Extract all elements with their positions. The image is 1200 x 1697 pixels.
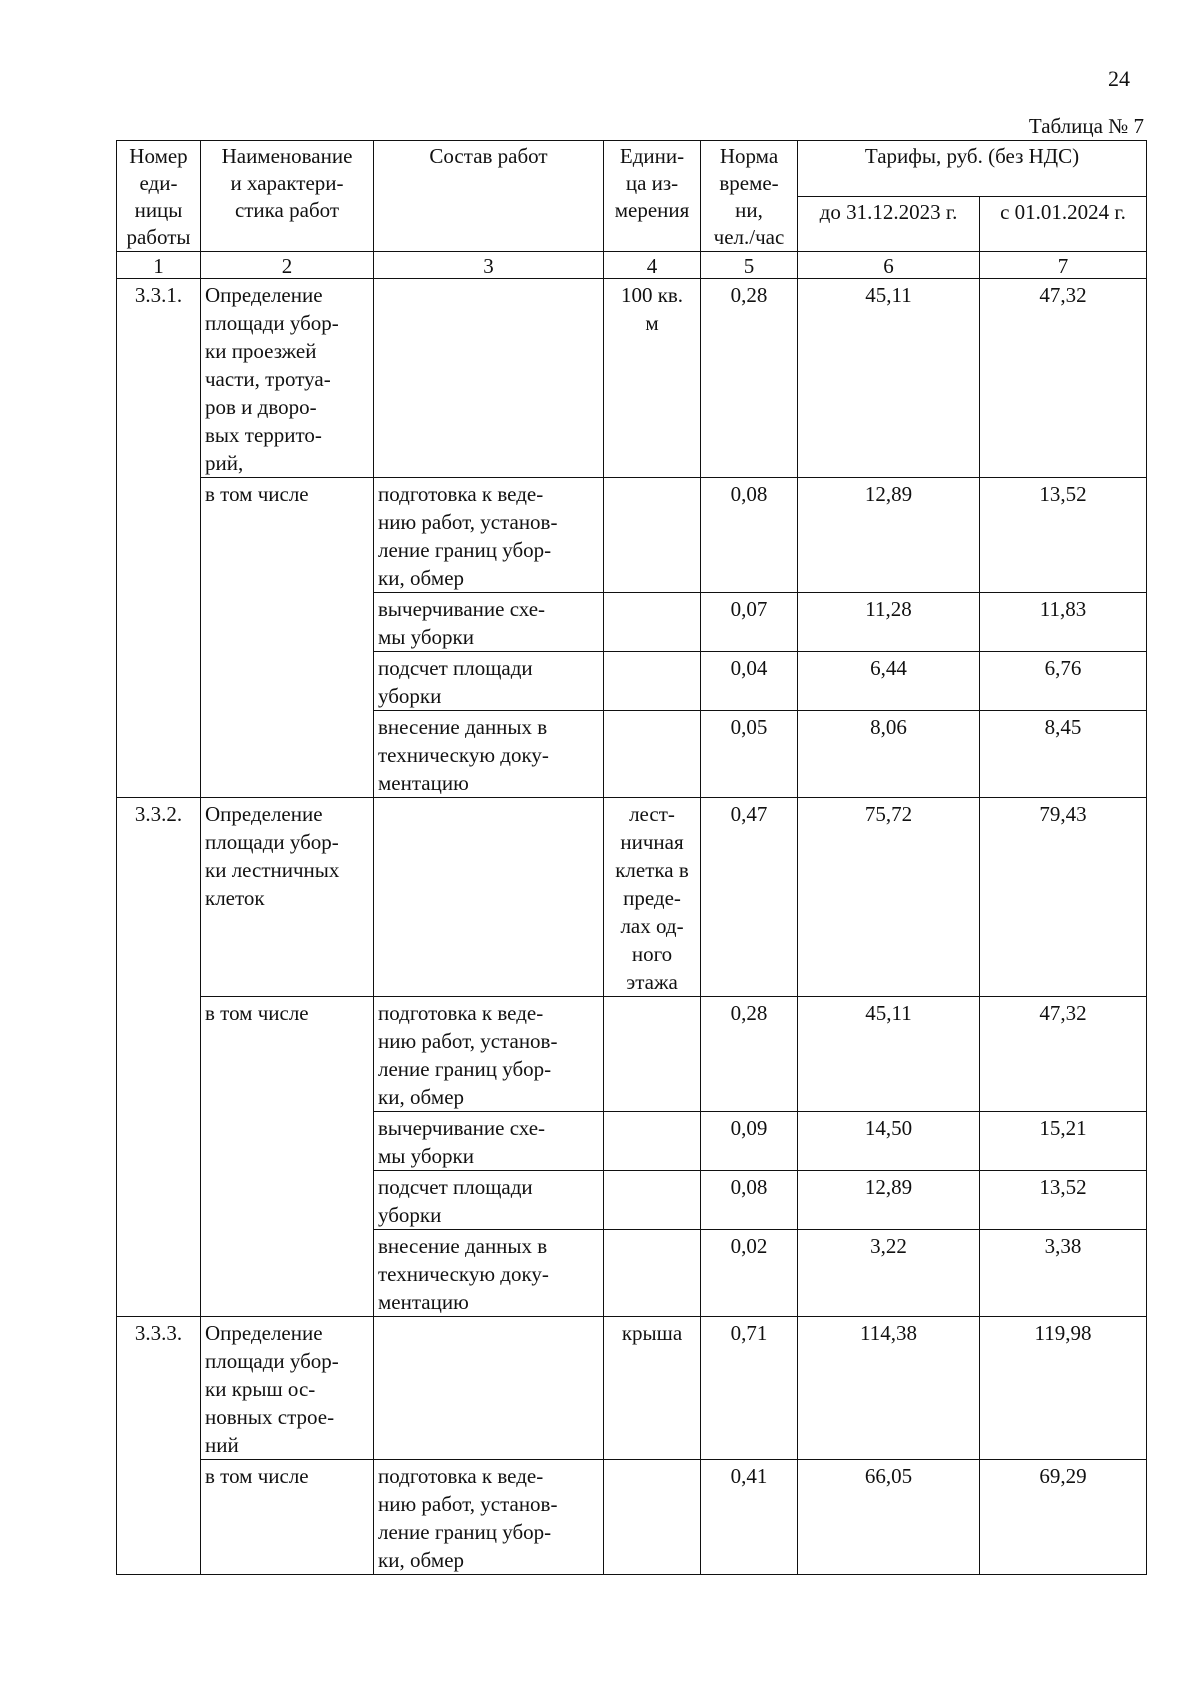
tariff-2024: 119,98 [980, 1317, 1147, 1460]
measure-unit-empty [604, 1171, 701, 1230]
tariff-2024: 47,32 [980, 279, 1147, 478]
column-number: 7 [980, 252, 1147, 279]
header-tariff-2024: с 01.01.2024 г. [980, 196, 1147, 252]
tariff-2023: 14,50 [798, 1112, 980, 1171]
tariff-2023: 8,06 [798, 711, 980, 798]
time-norm: 0,09 [701, 1112, 798, 1171]
time-norm: 0,41 [701, 1460, 798, 1575]
work-composition: вычерчивание схе- мы уборки [374, 1112, 604, 1171]
time-norm: 0,08 [701, 478, 798, 593]
tariff-2024: 13,52 [980, 478, 1147, 593]
work-group-row [117, 1317, 1147, 1460]
tariff-2024: 69,29 [980, 1460, 1147, 1575]
tariff-2024: 11,83 [980, 593, 1147, 652]
time-norm: 0,08 [701, 1171, 798, 1230]
tariff-2023: 11,28 [798, 593, 980, 652]
time-norm: 0,71 [701, 1317, 798, 1460]
tariff-2024: 13,52 [980, 1171, 1147, 1230]
column-number: 5 [701, 252, 798, 279]
work-composition: подготовка к веде- нию работ, установ- ление границ убор- ки, обмер [374, 478, 604, 593]
tariff-2023: 75,72 [798, 798, 980, 997]
work-composition-empty [374, 798, 604, 997]
work-subitem-row [117, 997, 1147, 1112]
tariff-2023: 45,11 [798, 279, 980, 478]
column-number: 2 [201, 252, 374, 279]
time-norm: 0,04 [701, 652, 798, 711]
tariff-2023: 6,44 [798, 652, 980, 711]
header-work-name: Наименование и характери- стика работ [201, 141, 374, 252]
time-norm: 0,02 [701, 1230, 798, 1317]
measure-unit: крыша [604, 1317, 701, 1460]
time-norm: 0,05 [701, 711, 798, 798]
unit-number: 3.3.3. [117, 1317, 201, 1575]
work-group-row [117, 279, 1147, 478]
work-group-row [117, 798, 1147, 997]
measure-unit-empty [604, 1112, 701, 1171]
tariff-2024: 6,76 [980, 652, 1147, 711]
measure-unit-empty [604, 1460, 701, 1575]
work-composition: подсчет площади уборки [374, 652, 604, 711]
work-composition-empty [374, 1317, 604, 1460]
tariff-2023: 12,89 [798, 1171, 980, 1230]
column-number-row [117, 252, 1147, 279]
measure-unit-empty [604, 997, 701, 1112]
including-label: в том числе [201, 478, 374, 798]
measure-unit-empty [604, 652, 701, 711]
measure-unit-empty [604, 1230, 701, 1317]
work-name: Определение площади убор- ки крыш ос- новных строе- ний [201, 1317, 374, 1460]
time-norm: 0,07 [701, 593, 798, 652]
column-number: 3 [374, 252, 604, 279]
header-row [117, 141, 1147, 197]
work-composition: вычерчивание схе- мы уборки [374, 593, 604, 652]
tariff-2024: 15,21 [980, 1112, 1147, 1171]
measure-unit: 100 кв. м [604, 279, 701, 478]
including-label: в том числе [201, 1460, 374, 1575]
tariff-2024: 47,32 [980, 997, 1147, 1112]
time-norm: 0,47 [701, 798, 798, 997]
measure-unit-empty [604, 478, 701, 593]
measure-unit-empty [604, 711, 701, 798]
work-composition: внесение данных в техническую доку- ментацию [374, 711, 604, 798]
tariff-2024: 8,45 [980, 711, 1147, 798]
time-norm: 0,28 [701, 997, 798, 1112]
work-subitem-row [117, 478, 1147, 593]
column-number: 1 [117, 252, 201, 279]
page-number: 24 [1108, 66, 1130, 91]
unit-number: 3.3.2. [117, 798, 201, 1317]
tariff-2023: 3,22 [798, 1230, 980, 1317]
measure-unit: лест- ничная клетка в преде- лах од- ного этажа [604, 798, 701, 997]
header-work-composition: Состав работ [374, 141, 604, 252]
tariff-2023: 66,05 [798, 1460, 980, 1575]
tariff-2024: 79,43 [980, 798, 1147, 997]
tariff-2023: 114,38 [798, 1317, 980, 1460]
work-composition: подготовка к веде- нию работ, установ- ление границ убор- ки, обмер [374, 1460, 604, 1575]
work-name: Определение площади убор- ки проезжей части, тротуа- ров и дворо- вых террито- рий, [201, 279, 374, 478]
work-subitem-row [117, 1460, 1147, 1575]
header-time-norm: Норма време- ни, чел./час [701, 141, 798, 252]
work-composition: подготовка к веде- нию работ, установ- ление границ убор- ки, обмер [374, 997, 604, 1112]
unit-number: 3.3.1. [117, 279, 201, 798]
header-unit-number: Номер еди- ницы работы [117, 141, 201, 252]
table-caption: Таблица № 7 [1028, 114, 1144, 138]
tariff-table [116, 140, 1147, 1575]
measure-unit-empty [604, 593, 701, 652]
work-name: Определение площади убор- ки лестничных клеток [201, 798, 374, 997]
tariff-2024: 3,38 [980, 1230, 1147, 1317]
including-label: в том числе [201, 997, 374, 1317]
header-tariffs: Тарифы, руб. (без НДС) [798, 141, 1147, 197]
column-number: 6 [798, 252, 980, 279]
time-norm: 0,28 [701, 279, 798, 478]
column-number: 4 [604, 252, 701, 279]
work-composition-empty [374, 279, 604, 478]
header-measure-unit: Едини- ца из- мерения [604, 141, 701, 252]
tariff-2023: 12,89 [798, 478, 980, 593]
work-composition: внесение данных в техническую доку- ментацию [374, 1230, 604, 1317]
work-composition: подсчет площади уборки [374, 1171, 604, 1230]
tariff-2023: 45,11 [798, 997, 980, 1112]
header-tariff-2023: до 31.12.2023 г. [798, 196, 980, 252]
